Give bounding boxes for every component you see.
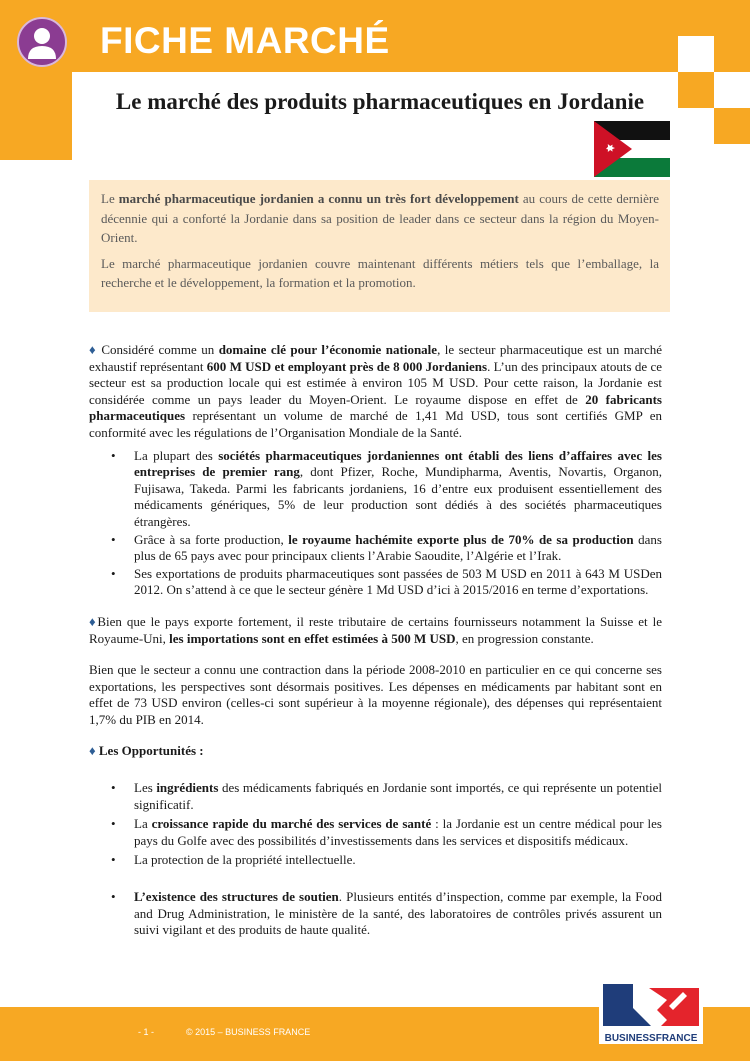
text: . L’un des principaux atouts de ce secteur est sa production locale qui est estimée à environ 105 M USD. Pour cette raison, la Jordanie est considérée comme un pays leader du Moyen-Orient. Le royaume dispose en effet de xyxy=(89,358,662,407)
main-content xyxy=(89,342,662,939)
header-square-white xyxy=(678,36,714,72)
bold-text: domaine clé pour l’économie nationale xyxy=(218,342,438,357)
user-avatar-icon xyxy=(17,17,67,67)
opportunities-heading xyxy=(89,743,662,760)
list-item xyxy=(89,448,662,531)
document-kicker: FICHE MARCHÉ xyxy=(100,20,390,61)
paragraph-economy xyxy=(89,342,662,442)
text: représentant un volume de marché de 1,41 Md USD, tous sont certifiés GMP en conformité avec les régulations de l’Organisation Mondiale de la Santé. xyxy=(89,408,662,440)
text: Considéré comme un xyxy=(96,342,219,357)
list-item xyxy=(89,532,662,565)
bold-text: 20 fabricants pharmaceutiques xyxy=(89,391,662,424)
paragraph-imports xyxy=(89,614,662,647)
list-item xyxy=(89,816,662,849)
text: des médicaments fabriqués en Jordanie sont importés, ce qui représente un potentiel significatif. xyxy=(134,780,662,812)
bold-text: Les Opportunités : xyxy=(95,743,204,759)
page-title: Le marché des produits pharmaceutiques en Jordanie xyxy=(115,89,645,114)
text: La xyxy=(134,816,152,832)
intro-bold-text: marché pharmaceutique jordanien a connu un très fort développement xyxy=(118,191,519,206)
diamond-bullet-icon: ♦ xyxy=(89,613,98,629)
text: La plupart des xyxy=(134,447,219,463)
bold-text: 600 M USD et employant près de 8 000 Jordaniens xyxy=(206,358,488,374)
header-side-tab xyxy=(0,72,72,160)
jordan-flag-icon xyxy=(594,121,670,177)
list-item xyxy=(89,566,662,599)
bold-text: sociétés pharmaceutiques jordaniennes ont établi des liens d’affaires avec les entreprises de premier rang xyxy=(134,447,662,480)
text: , dont Pfizer, Roche, Mundipharma, Aventis, Novartis, Organon, Fujisawa, Takeda. Parmi les fabricants jordaniens, 16 d’entre eux produisent essentiellement des médicaments génériques, 5% de leur production sont dédiés à des sociétés pharmaceutiques étrangères. xyxy=(134,464,662,529)
bold-text: L’existence des structures de soutien xyxy=(134,889,339,905)
text: dans plus de 65 pays avec pour principaux clients l’Arabie Saoudite, l’Algérie et l’Irak. xyxy=(134,531,662,564)
text: . Plusieurs entités d’inspection, comme par exemple, la Food and Drug Administration, le ministère de la santé, des laboratoires de contrôles privés assurent un suivi vigilant et des produits de haute qualité. xyxy=(134,889,662,938)
bullet-list-support xyxy=(89,889,662,939)
bullet-list-industry xyxy=(89,448,662,599)
bullet-list-opportunities xyxy=(89,780,662,869)
bold-text: croissance rapide du marché des services de santé xyxy=(151,816,432,832)
business-france-logo xyxy=(599,982,703,1044)
intro-text: au cours de cette dernière décennie qui a conforté la Jordanie dans sa position de leader dans ce secteur dans la région du Moyen-Orient. xyxy=(101,191,660,245)
page-number: - 1 - xyxy=(138,1027,155,1037)
header-square-orange xyxy=(678,72,714,108)
diamond-bullet-icon: ♦ xyxy=(89,743,96,759)
bold-text: ingrédients xyxy=(156,780,219,796)
text: Les xyxy=(134,780,157,796)
intro-paragraph-1 xyxy=(101,189,659,248)
text: Grâce à sa forte production, xyxy=(134,531,289,547)
text: Ses exportations de produits pharmaceutiques sont passées de 503 M USD en 2011 à 643 M USDen 2012. On s’attend à ce que le secteur génère 1 Md USD d’ici à 2015/2016 en terme d’exportations. xyxy=(134,565,662,598)
text: , en progression constante. xyxy=(455,630,594,646)
list-item xyxy=(89,889,662,939)
header-square-orange-2 xyxy=(714,108,750,144)
logo-text: BUSINESSFRANCE xyxy=(604,1033,698,1044)
text: , le secteur pharmaceutique est un marché exhaustif représentant xyxy=(89,342,662,374)
text: La protection de la propriété intellectuelle. xyxy=(134,852,356,868)
diamond-bullet-icon: ♦ xyxy=(89,342,97,357)
bold-text: les importations sont en effet estimées à 500 M USD xyxy=(169,630,456,646)
intro-box xyxy=(89,180,670,312)
text: : la Jordanie est un centre médical pour les pays du Golfe avec des possibilités d’investissements dans les services et dispositifs médicaux. xyxy=(134,816,662,848)
footer-text xyxy=(138,1027,342,1037)
intro-paragraph-2: Le marché pharmaceutique jordanien couvre maintenant différents métiers tels que l’emballage, la recherche et le développement, la formation et la promotion. xyxy=(101,255,659,290)
list-item xyxy=(89,852,662,869)
list-item xyxy=(89,780,662,813)
intro-text: Le xyxy=(101,191,119,206)
text: Bien que le pays exporte fortement, il reste tributaire de certains fournisseurs notamment la Suisse et le Royaume-Uni, xyxy=(89,613,662,646)
paragraph-outlook: Bien que le secteur a connu une contraction dans la période 2008-2010 en particulier en ce qui concerne ses exportations, les perspectives sont désormais positives. Les dépenses en médicaments par habitant sont en effet de 73 USD environ (celles-ci sont supérieur à la moyenne régionale), des dépenses qui représentaient 1,7% du PIB en 2014. xyxy=(89,662,662,727)
copyright: © 2015 – BUSINESS FRANCE xyxy=(186,1027,311,1037)
bold-text: le royaume hachémite exporte plus de 70% de sa production xyxy=(288,531,634,547)
